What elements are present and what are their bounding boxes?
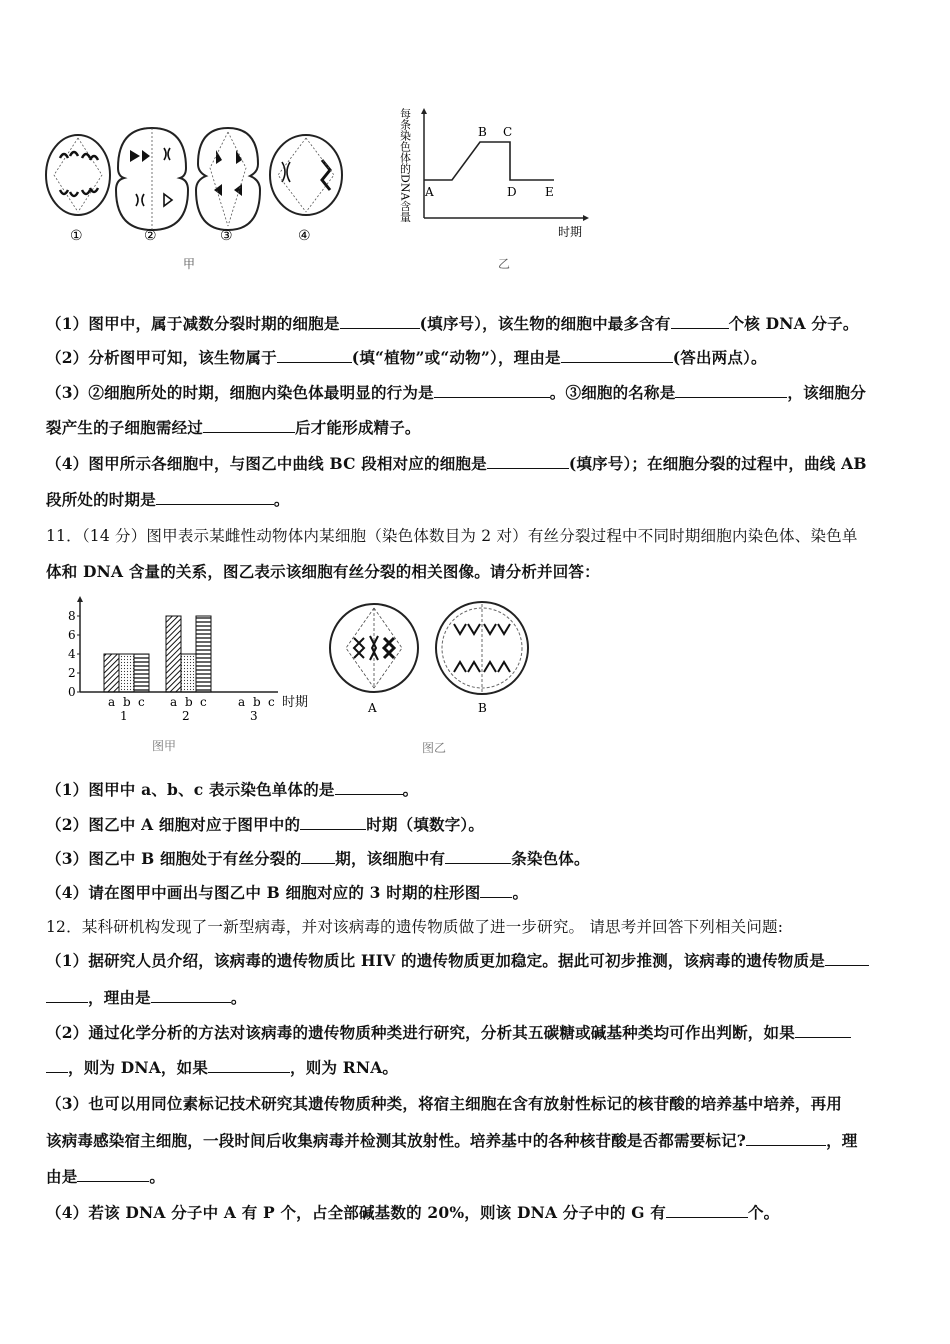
bar-2-b bbox=[181, 654, 196, 692]
q12-part4: （4）若该 DNA 分子中 A 有 P 个，占全部碱基数的 20%，则该 DNA 分子中的 G 有 个。 bbox=[46, 1203, 780, 1222]
series-label: b bbox=[123, 695, 131, 709]
blank[interactable] bbox=[301, 849, 335, 864]
caption-left: 甲 bbox=[183, 257, 196, 271]
blank[interactable] bbox=[203, 418, 295, 433]
blank[interactable] bbox=[77, 1167, 149, 1182]
q10-part4-cont: 段所处的时期是 。 bbox=[46, 490, 290, 509]
series-label: b bbox=[253, 695, 261, 709]
blank[interactable] bbox=[825, 951, 869, 966]
figure-right-caption: 图乙 bbox=[422, 741, 447, 755]
figure-mitosis-cells bbox=[322, 594, 542, 759]
q12-part2: （2）通过化学分析的方法对该病毒的遗传物质种类进行研究，分析其五碳糖或碱基种类均可作出判断，如果 bbox=[46, 1021, 851, 1043]
category-label: 2 bbox=[182, 709, 190, 723]
bar-chart-caption: 图甲 bbox=[152, 739, 177, 753]
ytick-label: 0 bbox=[68, 685, 76, 699]
q12-part3-cont2: 由是 。 bbox=[46, 1167, 166, 1186]
q10-part2: （2）分析图甲可知，该生物属于 (填“植物”或“动物”），理由是 (答出两点）。 bbox=[46, 348, 767, 367]
q10-part4: （4）图甲所示各细胞中，与图乙中曲线 BC 段相对应的细胞是 (填序号）；在细胞分裂的过程中，曲线 AB bbox=[46, 454, 867, 473]
blank[interactable] bbox=[434, 383, 550, 398]
blank[interactable] bbox=[208, 1058, 290, 1073]
q12-part1: （1）据研究人员介绍，该病毒的遗传物质比 HIV 的遗传物质更加稳定。据此可初步推测，该病毒的遗传物质是 bbox=[46, 949, 869, 971]
ytick-label: 2 bbox=[68, 666, 76, 680]
blank[interactable] bbox=[335, 780, 403, 795]
q11-part1: （1）图甲中 a、b、c 表示染色单体的是 。 bbox=[46, 780, 419, 799]
blank[interactable] bbox=[46, 1058, 68, 1073]
ytick-label: 4 bbox=[68, 647, 76, 661]
q11-part3: （3）图乙中 B 细胞处于有丝分裂的 期，该细胞中有 条染色体。 bbox=[46, 849, 590, 868]
point-A: A bbox=[425, 185, 434, 199]
blank[interactable] bbox=[156, 490, 274, 505]
cell-label-4: ④ bbox=[298, 228, 311, 244]
q11-head-a: 11．（14 分）图甲表示某雌性动物体内某细胞（染色体数目为 2 对）有丝分裂过程中不同时期细胞内染色体、染色单 bbox=[46, 527, 858, 545]
cell-label-3: ③ bbox=[220, 228, 233, 244]
q12-part3: （3）也可以用同位素标记技术研究其遗传物质种类，将宿主细胞在含有放射性标记的核苷酸的培养基中培养，再用 bbox=[46, 1094, 842, 1113]
cell-3 bbox=[196, 128, 260, 230]
blank[interactable] bbox=[445, 849, 511, 864]
bar-1-a bbox=[104, 654, 119, 692]
q10-part3: （3）②细胞所处的时期，细胞内染色体最明显的行为是 。③细胞的名称是 ，该细胞分 bbox=[46, 383, 866, 402]
q12-part3-cont: 该病毒感染宿主细胞，一段时间后收集病毒并检测其放射性。培养基中的各种核苷酸是否都需要标记? ，理 bbox=[46, 1131, 858, 1150]
q11-part4: （4）请在图甲中画出与图乙中 B 细胞对应的 3 时期的柱形图 。 bbox=[46, 883, 529, 902]
blank[interactable] bbox=[46, 988, 88, 1003]
bar-chart-xlabel: 时期 bbox=[282, 695, 309, 710]
cell-1 bbox=[46, 135, 110, 215]
blank[interactable] bbox=[671, 314, 729, 329]
blank[interactable] bbox=[487, 454, 569, 469]
point-D: D bbox=[507, 185, 517, 199]
blank[interactable] bbox=[480, 883, 512, 898]
caption-right: 乙 bbox=[498, 257, 511, 271]
blank[interactable] bbox=[300, 815, 366, 830]
ytick-label: 8 bbox=[68, 609, 76, 623]
q11-part2: （2）图乙中 A 细胞对应于图甲中的 时期（填数字）。 bbox=[46, 815, 485, 834]
bar-1-c bbox=[134, 654, 149, 692]
q12-part2-cont: ，则为 DNA，如果 ，则为 RNA。 bbox=[46, 1056, 398, 1078]
q12-head: 12．某科研机构发现了一新型病毒，并对该病毒的遗传物质做了进一步研究。 请思考并回答下列相关问题: bbox=[46, 918, 784, 936]
blank[interactable] bbox=[675, 383, 787, 398]
series-label: c bbox=[138, 695, 145, 709]
blank[interactable] bbox=[340, 314, 420, 329]
series-label: c bbox=[200, 695, 207, 709]
point-C: C bbox=[503, 125, 513, 139]
bar-1-b bbox=[119, 654, 134, 692]
q11-head-b: 体和 DNA 含量的关系，图乙表示该细胞有丝分裂的相关图像。请分析并回答： bbox=[46, 562, 600, 581]
point-E: E bbox=[545, 185, 554, 199]
ytick-label: 6 bbox=[68, 628, 76, 642]
series-label: c bbox=[268, 695, 275, 709]
blank[interactable] bbox=[561, 348, 673, 363]
q10-part3-cont: 裂产生的子细胞需经过 后才能形成精子。 bbox=[46, 418, 421, 437]
figure-cell-division bbox=[40, 98, 600, 278]
point-B: B bbox=[478, 125, 487, 139]
cell-A-label: A bbox=[368, 701, 377, 715]
cell-4 bbox=[270, 135, 342, 215]
cell-B-label: B bbox=[478, 701, 487, 715]
figure-bar-chart bbox=[60, 592, 340, 762]
cell-B bbox=[436, 602, 528, 715]
blank[interactable] bbox=[666, 1203, 748, 1218]
cell-label-2: ② bbox=[144, 228, 157, 244]
q12-part1-cont: ，理由是 。 bbox=[46, 986, 247, 1008]
series-label: a bbox=[170, 695, 178, 709]
dna-content-graph bbox=[399, 107, 590, 271]
blank[interactable] bbox=[795, 1023, 851, 1038]
series-label: b bbox=[185, 695, 193, 709]
bar-2-a bbox=[166, 616, 181, 692]
category-label: 1 bbox=[120, 709, 128, 723]
blank[interactable] bbox=[746, 1131, 826, 1146]
yaxis-label: 每条染色体的DNA含量 bbox=[398, 108, 412, 223]
cell-label-1: ① bbox=[70, 228, 83, 244]
cell-2 bbox=[116, 128, 188, 230]
bar-2-c bbox=[196, 616, 211, 692]
cell-A bbox=[330, 604, 418, 715]
category-label: 3 bbox=[250, 709, 258, 723]
series-label: a bbox=[238, 695, 246, 709]
q10-part1: （1）图甲中，属于减数分裂时期的细胞是 (填序号），该生物的细胞中最多含有 个核 DNA 分子。 bbox=[46, 314, 859, 333]
blank[interactable] bbox=[277, 348, 352, 363]
xaxis-label: 时期 bbox=[558, 225, 583, 239]
series-label: a bbox=[108, 695, 116, 709]
blank[interactable] bbox=[151, 988, 231, 1003]
